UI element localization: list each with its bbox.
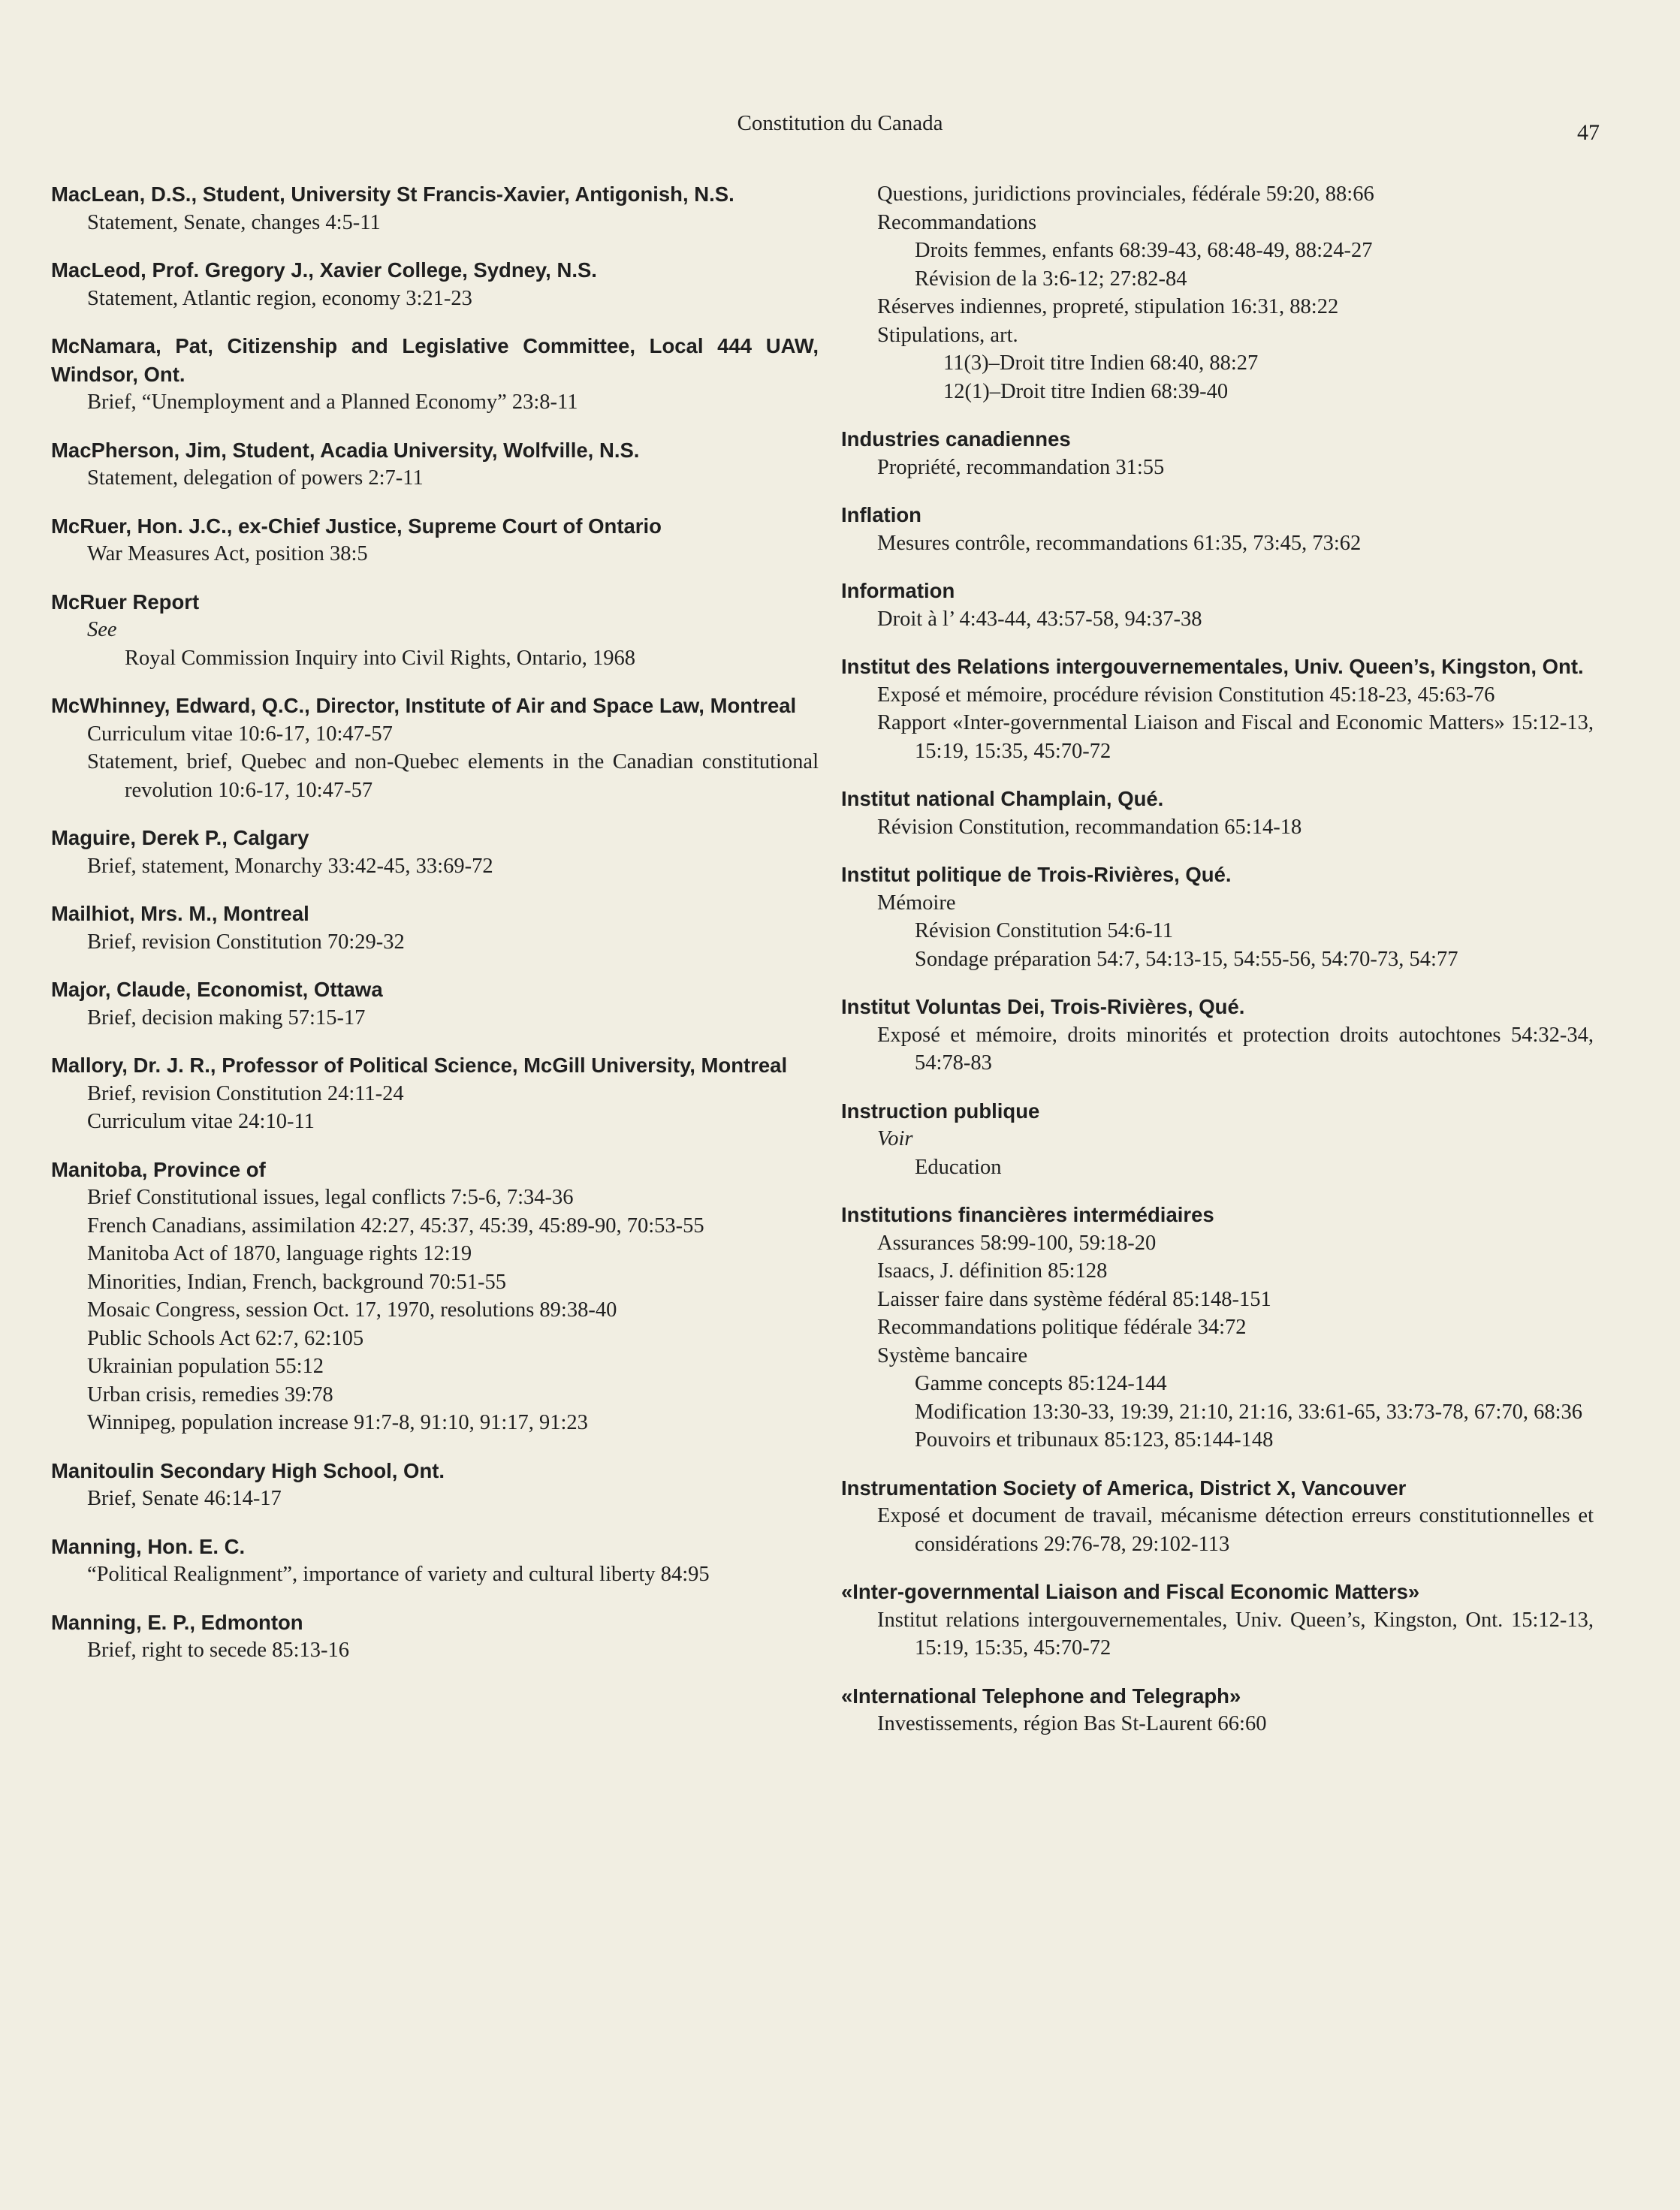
entry-subline: Système bancaire — [877, 1343, 1028, 1367]
entry-heading: Instruction publique — [841, 1099, 1040, 1123]
entry-heading: Inflation — [841, 503, 921, 526]
index-entry — [841, 1097, 1594, 1182]
index-entry — [841, 1682, 1594, 1738]
entry-subline: Mémoire — [877, 891, 956, 915]
index-entry — [51, 1533, 819, 1589]
entry-heading: MacLean, D.S., Student, University St Francis-Xavier, Antigonish, N.S. — [51, 182, 734, 206]
entry-heading: McRuer Report — [51, 589, 200, 614]
entry-heading: Instrumentation Society of America, District X, Vancouver — [841, 1476, 1407, 1500]
entry-subline: 11(3)–Droit titre Indien 68:40, 88:27 — [943, 351, 1259, 375]
entry-heading: Major, Claude, Economist, Ottawa — [51, 978, 383, 1001]
index-entry — [51, 975, 819, 1032]
index-entry — [841, 1578, 1594, 1663]
entry-heading: Maguire, Derek P., Calgary — [51, 826, 309, 849]
entry-heading: Manning, E. P., Edmonton — [51, 1610, 303, 1634]
entry-heading: Information — [841, 579, 955, 602]
entry-subline: Brief, revision Constitution 70:29-32 — [87, 930, 405, 954]
entry-subline: Assurances 58:99-100, 59:18-20 — [877, 1231, 1157, 1255]
entry-subline: Pouvoirs et tribunaux 85:123, 85:144-148 — [915, 1428, 1274, 1452]
entry-subline: Manitoba Act of 1870, language rights 12:19 — [87, 1242, 472, 1265]
entry-subline: Brief Constitutional issues, legal conflicts 7:5-6, 7:34-36 — [87, 1186, 574, 1209]
entry-subline: War Measures Act, position 38:5 — [87, 542, 368, 565]
index-entry — [841, 180, 1594, 406]
index-entry — [51, 1156, 819, 1437]
cross-reference: See — [87, 618, 117, 641]
entry-heading: Institut des Relations intergouvernementales, Univ. Queen’s, Kingston, Ont. — [841, 655, 1584, 678]
entry-subline: Questions, juridictions provinciales, fédérale 59:20, 88:66 — [877, 182, 1374, 206]
entry-subline: Révision Constitution, recommandation 65:14-18 — [877, 815, 1302, 839]
index-entry — [841, 577, 1594, 633]
entry-heading: Industries canadiennes — [841, 427, 1071, 451]
entry-subline: Brief, decision making 57:15-17 — [87, 1006, 366, 1030]
entry-subline: Réserves indiennes, propreté, stipulation 16:31, 88:22 — [877, 295, 1339, 318]
entry-heading: MacPherson, Jim, Student, Acadia University, Wolfville, N.S. — [51, 438, 640, 462]
entry-subline: Exposé et document de travail, mécanisme détection erreurs constitutionnelles et considérations 29:76-78, 29:102-113 — [877, 1504, 1594, 1556]
entry-subline: Brief, “Unemployment and a Planned Economy” 23:8-11 — [87, 390, 578, 414]
index-entry — [51, 692, 819, 804]
entry-subline: Statement, delegation of powers 2:7-11 — [87, 466, 424, 490]
index-entry — [51, 512, 819, 568]
index-entry — [51, 824, 819, 880]
entry-subline: Gamme concepts 85:124-144 — [915, 1372, 1167, 1395]
entry-heading: Manitoulin Secondary High School, Ont. — [51, 1458, 445, 1482]
entry-subline: Isaacs, J. définition 85:128 — [877, 1259, 1108, 1283]
index-entry — [841, 501, 1594, 557]
entry-subline: Révision Constitution 54:6-11 — [915, 919, 1174, 942]
entry-subline: Brief, right to secede 85:13-16 — [87, 1639, 350, 1662]
entry-subline: French Canadians, assimilation 42:27, 45:37, 45:39, 45:89-90, 70:53-55 — [87, 1214, 704, 1238]
entry-heading: Institut national Champlain, Qué. — [841, 787, 1164, 810]
page-number: 47 — [1577, 120, 1600, 145]
index-entry — [51, 436, 819, 493]
index-entry — [841, 993, 1594, 1078]
entry-subline: Education — [915, 1155, 1002, 1179]
entry-subline: Winnipeg, population increase 91:7-8, 91:10, 91:17, 91:23 — [87, 1411, 588, 1434]
entry-subline: Institut relations intergouvernementales, Univ. Queen’s, Kingston, Ont. 15:12-13, 15:19, 15:35, 45:70-72 — [877, 1608, 1594, 1660]
entry-subline: Rapport «Inter-governmental Liaison and Fiscal and Economic Matters» 15:12-13, 15:19, 15:35, 45:70-72 — [877, 711, 1594, 763]
entry-subline: Révision de la 3:6-12; 27:82-84 — [915, 267, 1187, 291]
entry-subline: Minorities, Indian, French, background 70:51-55 — [87, 1270, 507, 1294]
left-column — [51, 180, 819, 1684]
entry-subline: “Political Realignment”, importance of variety and cultural liberty 84:95 — [87, 1563, 710, 1586]
entry-subline: Propriété, recommandation 31:55 — [877, 455, 1165, 479]
entry-heading: Mallory, Dr. J. R., Professor of Political Science, McGill University, Montreal — [51, 1054, 788, 1077]
entry-subline: Curriculum vitae 24:10-11 — [87, 1110, 315, 1133]
entry-subline: Urban crisis, remedies 39:78 — [87, 1382, 333, 1407]
entry-subline: Modification 13:30-33, 19:39, 21:10, 21:16, 33:61-65, 33:73-78, 67:70, 68:36 — [915, 1400, 1582, 1424]
entry-subline: Brief, Senate 46:14-17 — [87, 1487, 282, 1510]
index-entry — [841, 653, 1594, 765]
entry-heading: Mailhiot, Mrs. M., Montreal — [51, 902, 309, 925]
entry-heading: MacLeod, Prof. Gregory J., Xavier College, Sydney, N.S. — [51, 258, 597, 282]
entry-subline: Droit à l’ 4:43-44, 43:57-58, 94:37-38 — [877, 607, 1202, 631]
entry-subline: Mosaic Congress, session Oct. 17, 1970, resolutions 89:38-40 — [87, 1298, 617, 1322]
entry-subline: Royal Commission Inquiry into Civil Rights, Ontario, 1968 — [125, 646, 636, 670]
entry-subline: 12(1)–Droit titre Indien 68:39-40 — [943, 379, 1229, 403]
entry-subline: Recommandations — [877, 210, 1037, 234]
index-entry — [841, 1201, 1594, 1455]
running-head: Constitution du Canada — [737, 111, 943, 135]
entry-heading: Manning, Hon. E. C. — [51, 1534, 246, 1558]
index-entry — [51, 1051, 819, 1136]
index-entry — [51, 1457, 819, 1513]
entry-subline: Brief, statement, Monarchy 33:42-45, 33:69-72 — [87, 854, 493, 878]
index-entry — [51, 256, 819, 312]
entry-heading: McWhinney, Edward, Q.C., Director, Institute of Air and Space Law, Montreal — [51, 694, 797, 717]
entry-subline: Exposé et mémoire, procédure révision Constitution 45:18-23, 45:63-76 — [877, 683, 1495, 707]
entry-subline: Droits femmes, enfants 68:39-43, 68:48-49, 88:24-27 — [915, 239, 1373, 262]
entry-subline: Exposé et mémoire, droits minorités et protection droits autochtones 54:32-34, 54:78-83 — [877, 1023, 1594, 1075]
entry-subline: Mesures contrôle, recommandations 61:35, 73:45, 73:62 — [877, 531, 1362, 555]
entry-heading: Institut Voluntas Dei, Trois-Rivières, Qué. — [841, 995, 1245, 1018]
entry-subline: Laisser faire dans système fédéral 85:148-151 — [877, 1287, 1271, 1311]
entry-subline: Sondage préparation 54:7, 54:13-15, 54:55-56, 54:70-73, 54:77 — [915, 947, 1458, 971]
entry-subline: Recommandations politique fédérale 34:72 — [877, 1316, 1247, 1339]
index-entry — [51, 900, 819, 956]
index-entry — [841, 425, 1594, 481]
entry-subline: Statement, brief, Quebec and non-Quebec elements in the Canadian constitutional revolution 10:6-17, 10:47-57 — [87, 750, 819, 802]
entry-subline: Curriculum vitae 10:6-17, 10:47-57 — [87, 722, 393, 746]
entry-heading: «Inter-governmental Liaison and Fiscal Economic Matters» — [841, 1580, 1420, 1603]
index-entry — [51, 1609, 819, 1665]
entry-heading: McNamara, Pat, Citizenship and Legislative Committee, Local 444 UAW, Windsor, Ont. — [51, 334, 819, 386]
entry-subline: Brief, revision Constitution 24:11-24 — [87, 1081, 404, 1105]
entry-subline: Investissements, région Bas St-Laurent 66:60 — [877, 1712, 1267, 1735]
entry-subline: Statement, Senate, changes 4:5-11 — [87, 210, 381, 234]
entry-subline: Stipulations, art. — [877, 323, 1018, 347]
index-entry — [51, 180, 819, 237]
index-entry — [51, 332, 819, 417]
entry-subline: Ukrainian population 55:12 — [87, 1355, 324, 1378]
entry-heading: McRuer, Hon. J.C., ex-Chief Justice, Supreme Court of Ontario — [51, 514, 662, 538]
index-entry — [841, 785, 1594, 841]
index-entry — [841, 1474, 1594, 1559]
entry-subline: Statement, Atlantic region, economy 3:21-23 — [87, 286, 472, 310]
entry-heading: Institut politique de Trois-Rivières, Qué. — [841, 863, 1232, 886]
index-entry — [841, 861, 1594, 973]
entry-heading: Manitoba, Province of — [51, 1157, 266, 1181]
index-entry — [51, 588, 819, 673]
entry-heading: Institutions financières intermédiaires — [841, 1203, 1214, 1226]
entry-subline: Public Schools Act 62:7, 62:105 — [87, 1326, 364, 1350]
right-column — [841, 180, 1594, 1758]
cross-reference: Voir — [877, 1127, 913, 1150]
entry-heading: «International Telephone and Telegraph» — [841, 1684, 1241, 1708]
